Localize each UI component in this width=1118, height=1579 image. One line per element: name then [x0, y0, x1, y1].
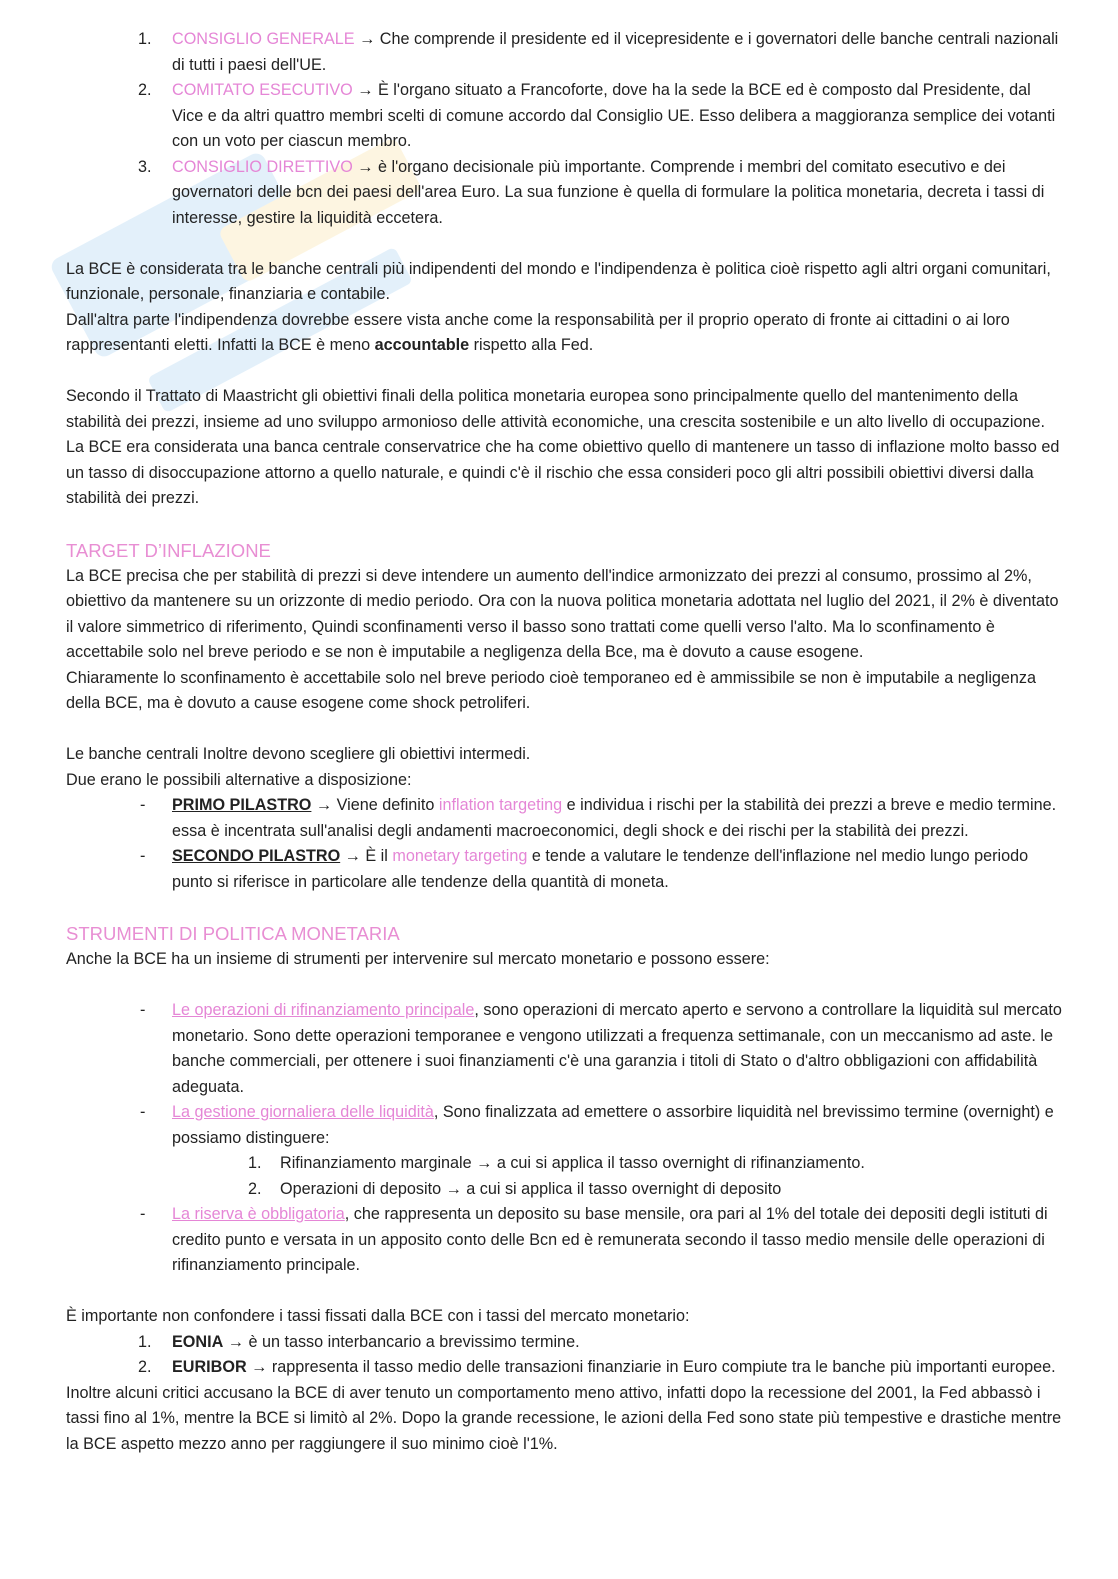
paragraph-inflation-target: La BCE precisa che per stabilità di prezzi si deve intendere un aumento dell'indice armonizzato dei prezzi al consumo, prossimo al 2%, obiettivo da mantenere su un orizzonte di medio periodo. Ora con la nuova politica monetaria adottata nel luglio del 2021, il 2% è diventato il valore simmetrico di riferimento, Quindi sconfinamenti verso il basso sono trattati come quelli verso l'alto. Ma lo sconfinamento è accettabile solo nel breve periodo e se non è imputabile a negligenza della Bce, ma è dovuto a cause esogene. — [66, 566, 1059, 661]
list-item-organ: 2. COMITATO ESECUTIVO → È l'organo situato a Francoforte, dove ha la sede la BCE ed è composto dal Presidente, dal Vice e da altri quattro membri scelti di comune accordo dal Consiglio UE. Esso delibera a maggioranza semplice dei votanti con un voto per ciascun membro. — [138, 81, 1056, 150]
organ-name: CONSIGLIO DIRETTIVO — [172, 157, 353, 176]
list-item-pillar: - PRIMO PILASTRO → Viene definito inflation targeting e individua i rischi per la stabilità dei prezzi a breve e medio termine. essa è incentrata sull'analisi degli andamenti macroeconomici, degli shock e dei rischi per la stabilità dei prezzi. — [140, 796, 1057, 840]
list-item-tool: - Le operazioni di rifinanziamento principale, sono operazioni di mercato aperto e servono a controllare la liquidità sul mercato monetario. Sono dette operazioni temporanee e vengono utilizzati a frequenza settimanale, con un meccanismo ad aste. le banche commerciali, per ottenere i suoi finanziamenti c'è una garanzia i titoli di Stato o d'altro obbligazioni con affidabilità adeguata. — [140, 1001, 1062, 1096]
paragraph-monetary-tools: Anche la BCE ha un insieme di strumenti per intervenire sul mercato monetario e possono essere: — [66, 950, 770, 968]
paragraph-conservative-bank: La BCE era considerata una banca centrale conservatrice che ha come obiettivo quello di mantenere un tasso di inflazione molto basso ed un tasso di disoccupazione attorno a quello naturale, e quindi c'è il rischio che essa consideri poco gli altri possibili obiettivi diversi dalla stabilità dei prezzi. — [66, 438, 1060, 507]
list-item-pillar: - SECONDO PILASTRO → È il monetary targeting e tende a valutare le tendenze dell'inflazione nel medio lungo periodo punto si riferisce in particolare alle tendenze della quantità di moneta. — [140, 847, 1029, 891]
list-item-organ: 1. CONSIGLIO GENERALE → Che comprende il presidente ed il vicepresidente e i governatori delle banche centrali nazionali di tutti i paesi dell'UE. — [138, 30, 1059, 74]
link-refinancing-operations[interactable]: Le operazioni di rifinanziamento principale — [172, 1001, 475, 1019]
list-item-subtool: 1. Rifinanziamento marginale → a cui si applica il tasso overnight di rifinanziamento. — [248, 1154, 865, 1172]
list-item-tool: - La gestione giornaliera delle liquidità, Sono finalizzata ad emettere o assorbire liquidità nel brevissimo termine (overnight) e possiamo distinguere: — [140, 1103, 1054, 1147]
list-item-rate: 2. EURIBOR → rappresenta il tasso medio delle transazioni finanziarie in Euro compiute tra le banche più importanti europee. — [138, 1358, 1056, 1376]
paragraph-critics: Inoltre alcuni critici accusano la BCE di aver tenuto un comportamento meno attivo, infatti dopo la recessione del 2001, la Fed abbassò i tassi fino al 1%, mentre la BCE si limitò al 2%. Dopo la grande recessione, le azioni della Fed sono state più tempestive e drastiche mentre la BCE aspetto mezzo anno per raggiungere il suo minimo cioè l'1%. — [66, 1383, 1062, 1453]
link-reserve-requirement[interactable]: La riserva è obbligatoria — [172, 1205, 345, 1223]
ecb-organs-list — [66, 27, 1066, 231]
link-daily-liquidity[interactable]: La gestione giornaliera delle liquidità — [172, 1103, 434, 1121]
paragraph-independence: La BCE è considerata tra le banche centrali più indipendenti del mondo e l'indipendenza è politica cioè rispetto agli altri organi comunitari, funzionale, personale, finanziaria e contabile. — [66, 259, 1051, 303]
heading-monetary-tools: STRUMENTI DI POLITICA MONETARIA — [66, 923, 400, 944]
tools-list — [66, 998, 1066, 1279]
list-item-organ: 3. CONSIGLIO DIRETTIVO → è l'organo decisionale più importante. Comprende i membri del comitato esecutivo e dei governatori delle bcn dei paesi dell'area Euro. La sua funzione è quella di formulare la politica monetaria, decreta i tassi di interesse, gestire la liquidità eccetera. — [138, 157, 1045, 227]
paragraph-accountability: Dall'altra parte l'indipendenza dovrebbe essere vista anche come la responsabilità per il proprio operato di fronte ai cittadini o ai loro rappresentanti eletti. Infatti la BCE è meno accountable rispetto alla Fed. — [66, 310, 1010, 354]
list-item-subtool: 2. Operazioni di deposito → a cui si applica il tasso overnight di deposito — [248, 1179, 782, 1198]
paragraph-overshoot: Chiaramente lo sconfinamento è accettabile solo nel breve periodo cioè temporaneo ed è ammissibile se non è imputabile a negligenza della BCE, ma è dovuto a cause esogene come shock petroliferi. — [66, 668, 1037, 712]
paragraph-alternatives: Due erano le possibili alternative a disposizione: — [66, 770, 412, 789]
heading-inflation-target: TARGET D’INFLAZIONE — [66, 539, 271, 561]
list-item-tool: - La riserva è obbligatoria, che rappresenta un deposito su base mensile, ora pari al 1% del totale dei depositi degli istituti di credito punto e versata in un apposito conto delle Bcn ed è remunerata secondo il tasso medio mensile delle operazioni di rifinanziamento principale. — [140, 1205, 1048, 1274]
rates-list — [66, 1330, 1066, 1381]
paragraph-rates: È importante non confondere i tassi fissati dalla BCE con i tassi del mercato monetario: — [66, 1307, 690, 1325]
list-item-rate: 1. EONIA → è un tasso interbancario a brevissimo termine. — [138, 1332, 580, 1351]
paragraph-maastricht: Secondo il Trattato di Maastricht gli obiettivi finali della politica monetaria europea sono principalmente quello del mantenimento della stabilità dei prezzi, insieme ad uno sviluppo armonioso delle attività economiche, una crescita sostenibile e un alto livello di occupazione. — [66, 387, 1045, 431]
pillars-list — [66, 793, 1066, 895]
organ-name: CONSIGLIO GENERALE — [172, 30, 355, 48]
organ-name: COMITATO ESECUTIVO — [172, 81, 353, 99]
paragraph-intermediate-objectives: Le banche centrali Inoltre devono scegliere gli obiettivi intermedi. — [66, 745, 531, 763]
document-page — [66, 27, 1066, 1457]
